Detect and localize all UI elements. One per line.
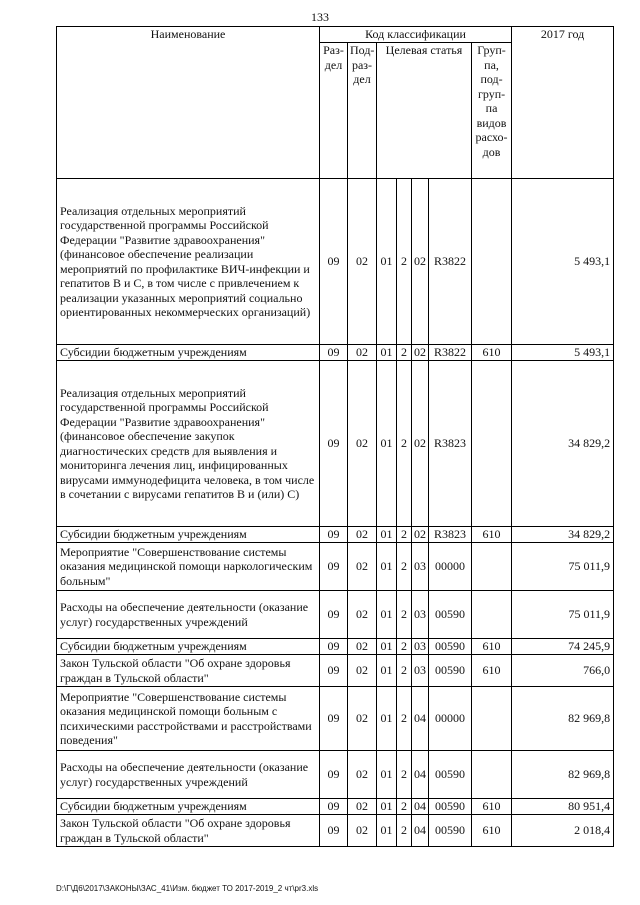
cell-cs1: 01 <box>377 751 397 799</box>
cell-vr <box>472 543 512 591</box>
cell-cs1: 01 <box>377 639 397 655</box>
cell-cs1: 01 <box>377 655 397 687</box>
cell-cs3: 04 <box>412 815 429 847</box>
cell-name: Реализация отдельных мероприятий государственной программы Российской Федерации "Развитие здравоохранения" (финансовое обеспечение закупок диагностических средств для выявления и мониторинга лечения лиц, инфицированных вирусами иммунодефицита человека, в том числе в сочетании с вирусами гепатитов B и (или) C) <box>57 361 320 527</box>
cell-cs4: 00000 <box>429 543 472 591</box>
cell-razdel: 09 <box>320 543 348 591</box>
cell-cs2: 2 <box>397 799 412 815</box>
cell-cs4: 00590 <box>429 591 472 639</box>
cell-cs2: 2 <box>397 815 412 847</box>
cell-cs3: 03 <box>412 543 429 591</box>
cell-name: Субсидии бюджетным учреждениям <box>57 799 320 815</box>
cell-razdel: 09 <box>320 527 348 543</box>
table-row <box>57 345 614 361</box>
cell-podrazdel: 02 <box>348 799 377 815</box>
cell-razdel: 09 <box>320 361 348 527</box>
cell-cs4: R3822 <box>429 179 472 345</box>
cell-cs2: 2 <box>397 361 412 527</box>
cell-vr: 610 <box>472 527 512 543</box>
cell-podrazdel: 02 <box>348 543 377 591</box>
cell-cs2: 2 <box>397 687 412 751</box>
cell-name: Закон Тульской области "Об охране здоровья граждан в Тульской области" <box>57 655 320 687</box>
cell-vr <box>472 687 512 751</box>
cell-podrazdel: 02 <box>348 687 377 751</box>
cell-cs2: 2 <box>397 591 412 639</box>
cell-vr <box>472 591 512 639</box>
cell-cs1: 01 <box>377 687 397 751</box>
cell-amount: 82 969,8 <box>512 751 614 799</box>
table-row <box>57 543 614 591</box>
cell-name: Расходы на обеспечение деятельности (оказание услуг) государственных учреждений <box>57 751 320 799</box>
cell-razdel: 09 <box>320 179 348 345</box>
cell-cs1: 01 <box>377 799 397 815</box>
cell-vr <box>472 179 512 345</box>
cell-name: Субсидии бюджетным учреждениям <box>57 345 320 361</box>
cell-cs1: 01 <box>377 815 397 847</box>
cell-amount: 5 493,1 <box>512 179 614 345</box>
cell-cs3: 03 <box>412 639 429 655</box>
table-row <box>57 527 614 543</box>
header-section: Раз-дел <box>320 43 348 179</box>
cell-vr <box>472 751 512 799</box>
cell-cs3: 02 <box>412 361 429 527</box>
cell-vr: 610 <box>472 345 512 361</box>
cell-podrazdel: 02 <box>348 815 377 847</box>
cell-amount: 5 493,1 <box>512 345 614 361</box>
cell-cs3: 03 <box>412 655 429 687</box>
cell-cs4: R3823 <box>429 527 472 543</box>
cell-cs1: 01 <box>377 543 397 591</box>
cell-razdel: 09 <box>320 687 348 751</box>
cell-cs4: 00590 <box>429 815 472 847</box>
cell-cs3: 04 <box>412 751 429 799</box>
cell-cs3: 03 <box>412 591 429 639</box>
cell-name: Реализация отдельных мероприятий государственной программы Российской Федерации "Развитие здравоохранения" (финансовое обеспечение реализации мероприятий по профилактике ВИЧ-инфекции и гепатитов B и C, в том числе с привлечением к реализации указанных мероприятий социально ориентированных некоммерческих организаций) <box>57 179 320 345</box>
cell-amount: 80 951,4 <box>512 799 614 815</box>
cell-cs1: 01 <box>377 345 397 361</box>
cell-cs3: 04 <box>412 799 429 815</box>
cell-cs4: 00000 <box>429 687 472 751</box>
cell-podrazdel: 02 <box>348 361 377 527</box>
cell-amount: 74 245,9 <box>512 639 614 655</box>
cell-vr <box>472 361 512 527</box>
cell-podrazdel: 02 <box>348 639 377 655</box>
cell-amount: 82 969,8 <box>512 687 614 751</box>
cell-cs1: 01 <box>377 591 397 639</box>
cell-amount: 75 011,9 <box>512 591 614 639</box>
cell-razdel: 09 <box>320 815 348 847</box>
table-row <box>57 639 614 655</box>
cell-podrazdel: 02 <box>348 655 377 687</box>
cell-name: Расходы на обеспечение деятельности (оказание услуг) государственных учреждений <box>57 591 320 639</box>
cell-razdel: 09 <box>320 799 348 815</box>
cell-cs4: R3823 <box>429 361 472 527</box>
table-row <box>57 179 614 345</box>
page-number: 133 <box>311 10 329 24</box>
cell-razdel: 09 <box>320 751 348 799</box>
table-row <box>57 815 614 847</box>
budget-table <box>56 26 614 847</box>
cell-cs2: 2 <box>397 655 412 687</box>
cell-podrazdel: 02 <box>348 591 377 639</box>
cell-cs3: 04 <box>412 687 429 751</box>
cell-name: Мероприятие "Совершенствование системы оказания медицинской помощи больным с психическими расстройствами и расстройствами поведения" <box>57 687 320 751</box>
cell-cs4: 00590 <box>429 655 472 687</box>
cell-vr: 610 <box>472 799 512 815</box>
cell-amount: 2 018,4 <box>512 815 614 847</box>
header-expense-group: Груп-па, под-груп-па видов расхо-дов <box>472 43 512 179</box>
cell-razdel: 09 <box>320 591 348 639</box>
cell-cs2: 2 <box>397 751 412 799</box>
cell-cs3: 02 <box>412 345 429 361</box>
header-subsection: Под-раз-дел <box>348 43 377 179</box>
cell-name: Закон Тульской области "Об охране здоровья граждан в Тульской области" <box>57 815 320 847</box>
cell-cs4: R3822 <box>429 345 472 361</box>
header-name: Наименование <box>57 27 320 179</box>
cell-cs1: 01 <box>377 527 397 543</box>
cell-razdel: 09 <box>320 639 348 655</box>
cell-cs2: 2 <box>397 543 412 591</box>
cell-razdel: 09 <box>320 345 348 361</box>
cell-cs4: 00590 <box>429 639 472 655</box>
footer-file-path: D:\Г\Д6\2017\ЗАКОНЫ\ЗАС_41\Изм. бюджет ТО 2017-2019_2 чт\pr3.xls <box>56 884 319 893</box>
table-row <box>57 591 614 639</box>
cell-name: Субсидии бюджетным учреждениям <box>57 639 320 655</box>
cell-cs1: 01 <box>377 361 397 527</box>
cell-name: Субсидии бюджетным учреждениям <box>57 527 320 543</box>
cell-razdel: 09 <box>320 655 348 687</box>
cell-vr: 610 <box>472 815 512 847</box>
cell-podrazdel: 02 <box>348 179 377 345</box>
header-target-item: Целевая статья <box>377 43 472 179</box>
table-row <box>57 687 614 751</box>
table-row <box>57 799 614 815</box>
cell-cs2: 2 <box>397 345 412 361</box>
cell-vr: 610 <box>472 639 512 655</box>
header-classification-code: Код классификации <box>320 27 512 43</box>
cell-cs4: 00590 <box>429 751 472 799</box>
cell-amount: 75 011,9 <box>512 543 614 591</box>
cell-podrazdel: 02 <box>348 345 377 361</box>
cell-podrazdel: 02 <box>348 527 377 543</box>
cell-cs3: 02 <box>412 527 429 543</box>
cell-cs2: 2 <box>397 179 412 345</box>
table-row <box>57 655 614 687</box>
cell-cs1: 01 <box>377 179 397 345</box>
cell-amount: 34 829,2 <box>512 361 614 527</box>
cell-cs2: 2 <box>397 639 412 655</box>
cell-amount: 766,0 <box>512 655 614 687</box>
cell-cs4: 00590 <box>429 799 472 815</box>
cell-amount: 34 829,2 <box>512 527 614 543</box>
cell-vr: 610 <box>472 655 512 687</box>
table-row <box>57 751 614 799</box>
cell-cs3: 02 <box>412 179 429 345</box>
cell-podrazdel: 02 <box>348 751 377 799</box>
table-body <box>57 179 614 847</box>
header-year: 2017 год <box>512 27 614 179</box>
cell-name: Мероприятие "Совершенствование системы оказания медицинской помощи наркологическим больным" <box>57 543 320 591</box>
cell-cs2: 2 <box>397 527 412 543</box>
table-row <box>57 361 614 527</box>
